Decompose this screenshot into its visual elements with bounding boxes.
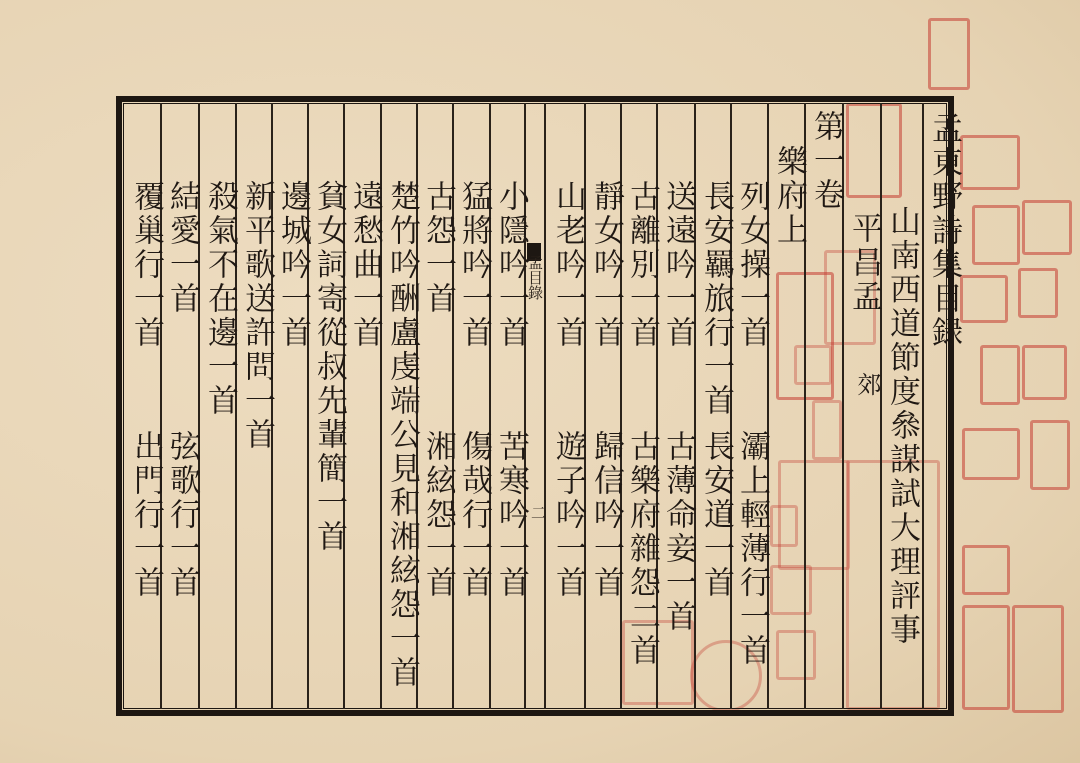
seal-right-10 xyxy=(962,545,1010,595)
seal-right-3 xyxy=(1022,200,1072,255)
book-title: 孟東野詩集目録 xyxy=(926,112,962,350)
seal-right-1 xyxy=(960,135,1020,190)
toc-entry: 弦歌行一首 xyxy=(164,430,200,600)
column-rule xyxy=(922,103,924,709)
author-name: 平昌孟 xyxy=(846,212,882,314)
seal-right-12 xyxy=(1012,605,1064,713)
column-rule xyxy=(544,103,546,709)
toc-entry: 湘絃怨一首 xyxy=(420,430,456,600)
toc-entry: 古怨一首 xyxy=(420,180,456,316)
seal-right-7 xyxy=(1022,345,1067,400)
toc-entry: 邊城吟一首 xyxy=(275,180,311,350)
seal-right-11 xyxy=(962,605,1010,710)
toc-entry: 楚竹吟酬盧虔端公見和湘絃怨一首 xyxy=(384,180,420,690)
gutter-title: 孟目錄 xyxy=(526,255,544,300)
toc-entry: 苦寒吟一首 xyxy=(493,430,529,600)
gutter-page-number: 二 xyxy=(529,505,547,520)
toc-entry: 長安羈旅行一首 xyxy=(698,180,734,418)
toc-entry: 猛將吟一首 xyxy=(456,180,492,350)
seal-right-5 xyxy=(1018,268,1058,318)
seal-right-6 xyxy=(980,345,1020,405)
toc-entry: 列女操一首 xyxy=(734,180,770,350)
toc-entry: 古樂府雜怨二首 xyxy=(624,430,660,668)
toc-entry: 小隱吟一首 xyxy=(493,180,529,350)
seal-top-right xyxy=(928,18,970,90)
toc-entry: 貧女詞寄從叔先輩簡一首 xyxy=(311,180,347,554)
toc-entry: 覆巢行一首 xyxy=(128,180,164,350)
toc-entry: 遠愁曲一首 xyxy=(347,180,383,350)
toc-entry: 新平歌送許問一首 xyxy=(239,180,275,452)
toc-entry: 靜女吟一首 xyxy=(588,180,624,350)
column-rule xyxy=(880,103,882,709)
toc-entry: 山老吟一首 xyxy=(550,180,586,350)
author-given-name: 郊 xyxy=(853,372,881,398)
toc-entry: 古離別一首 xyxy=(624,180,660,350)
volume-heading: 第一卷 xyxy=(808,110,844,212)
seal-right-4 xyxy=(960,275,1008,323)
toc-entry: 古薄命妾一首 xyxy=(660,430,696,634)
toc-entry: 傷哉行一首 xyxy=(456,430,492,600)
author-office: 山南西道節度叅謀試大理評事 xyxy=(884,205,920,647)
toc-entry: 遊子吟一首 xyxy=(550,430,586,600)
section-heading: 樂府上 xyxy=(771,145,807,247)
seal-right-8 xyxy=(962,428,1020,480)
toc-entry: 結愛一首 xyxy=(164,180,200,316)
toc-entry: 送遠吟一首 xyxy=(660,180,696,350)
toc-entry: 長安道一首 xyxy=(698,430,734,600)
seal-right-2 xyxy=(972,205,1020,265)
toc-entry: 灞上輕薄行一首 xyxy=(734,430,770,668)
toc-entry: 殺氣不在邊一首 xyxy=(202,180,238,418)
seal-right-9 xyxy=(1030,420,1070,490)
toc-entry: 歸信吟一首 xyxy=(588,430,624,600)
toc-entry: 出門行一首 xyxy=(128,430,164,600)
